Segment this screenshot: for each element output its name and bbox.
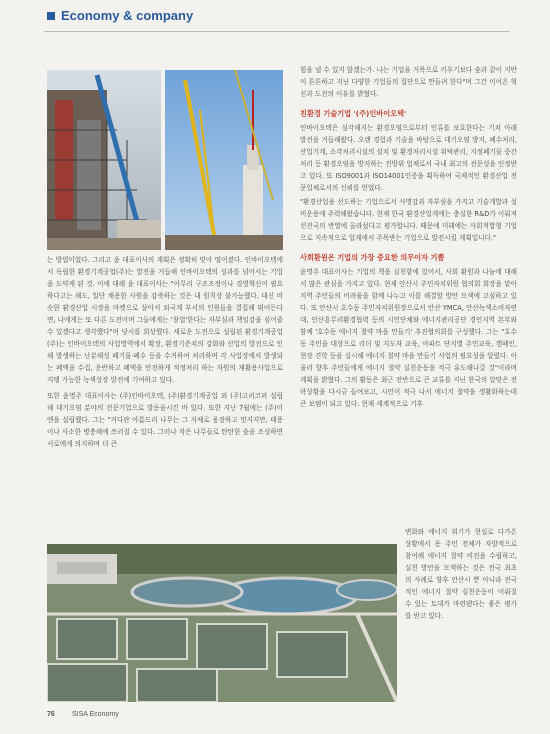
subheading: 친환경 기술기업 '(주)인바이오텍' bbox=[300, 109, 407, 118]
section-marker-icon bbox=[47, 12, 55, 20]
body-paragraph: 인바이오텍은 심각해지는 환경오염으로부터 인류를 보호한다는 기치 아래 발전을 거듭해왔다. 오랜 경험과 기술을 바탕으로 대기오염 방지, 폐수처리, 산업기계, 소각처리시설의 설치 및 환경처리시설 위탁관리, 지정폐기물 중간처리 등 환경오염을 방지하는 전방위 업체로서 국내 최고의 전문성을 인정받고 있다. 또 ISO9001과 ISO14001인증을 획득하여 국제적인 환경산업 전문업체로서의 신뢰를 얻었다. bbox=[300, 124, 517, 192]
body-paragraph: 윤명주 대표이사는 기업의 책을 실천함에 있어서, 사회 환원과 나눔에 대해서 많은 관심을 가지고 있다. 현재 안산시 주민자치위원 협의회 회장을 맡아 지역 주민들의 어려움을 함께 나누고 이를 해결할 방안 모색에 고심하고 있다. 또 안산시 호수동 주민자치위원장으로서 안산 YMCA, 안산녹색소비자연대, 안산흥무리환경협력 등의 시민단체와 에너지관리공단 경인지역 본부와 함께 '호수동 에너지 절약 마을 만들기' 추진협의회를 구성했다. 그는 "호수동 주민을 대상으로 리더 및 지도자 교육, 아파트 단지별 주민교육, 캠페인, 현장 견학 등을 실시해 에너지 절약 마을 만들기 사업의 필요성을 알렸다. 아울러 향후 주민들에게 에너지 절약 실천운동을 적극 유도해나갈 것"이라며 계획을 밝혔다. 그의 활동은 최근 전반으로 큰 교류를 지닌 한국의 알맞은 전략상황을 다시금 들여보고, 시민이 적극 나서 에너지 절약을 생활화하는데 큰 보탬이 되고 있다. 현재 세계적으로 기후 bbox=[300, 268, 517, 408]
publication-name: SISA Economy bbox=[72, 711, 119, 718]
header-divider bbox=[44, 31, 510, 32]
page-header bbox=[0, 0, 550, 34]
body-paragraph: 변화와 에너지 위기가 현실로 다가온 상황에서 동 주민 전체가 자발적으로 참여해 에너지 절약 비전을 수립하고, 실천 방안을 모색하는 것은 전국 최초의 사례로 향후 안산시 뿐 아니라 전국적인 에너지 절약 실천운동이 이뤄질 수 있는 토대가 마련됐다는 좋은 평가를 받고 있다. bbox=[405, 528, 517, 620]
body-paragraph: "환경산업을 선도하는 기업으로서 사명감과 자부심을 가지고 기술개발과 설비운용에 주력해왔습니다. 현재 한국 환경산업계에는 충실한 R&D가 이뤄져 선진국의 반열에 올라섰다고 평가합니다. 때문에 미래에는 사회적합형 기업으로 지속적으로 업계에서 주목받는 기업으로 발전시킬 계획입니다." bbox=[300, 198, 517, 242]
right-bottom-column bbox=[405, 526, 517, 622]
subheading: 사회환원은 기업의 가장 중요한 의무이자 기쁨 bbox=[300, 253, 445, 262]
body-paragraph: 힘을 낼 수 있지 않겠는가. 나는 기업을 거목으로 키우기보다 숲과 같이 지반이 튼튼하고 지닌 다양한 기업들의 집단으로 만들려 한다"며 그간 이어온 혁신과 도전의 이유를 밝혔다. bbox=[300, 66, 517, 98]
body-paragraph: 는 방법이었다. 그리고 윤 대표이사의 계획은 정확히 맞아 떨어졌다. 인바이오텍에서 독립한 환경기계공업(주)는 발전을 거듭해 인바이오텍의 성과를 넘어서는 기업을 도약케 된 것. 이에 대해 윤 대표이사는 "아무리 구조조정이나 경영혁신이 필요하다고는 해도, 일단 채용한 사원을 감축하는 것은 내 원칙상 불가능했다. 대신 비슷한 환경산업 시장을 마켓으로 삼아서 외국계 부서의 인원들을 결집해 뛰어든다면, 나에게는 또 다른 도전이며 그들에게는 '창업'한다는 자부심과 책임감을 심어줄 수 있겠다고 생각했다"며 당시를 회상했다. 새로운 도전으로 설립된 환경기계공업(주)는 인바이오텍의 사업영역에서 확장, 환경기준치의 강화와 산업의 발전으로 인해 발생하는 난분해성 폐기물·폐수 등을 수거하여 처리하며 각 사업장에서 발생되는 폐액을 수집, 운반하고 폐액을 안전하게 적정처리 하는 자원의 재활용사업으로 지탱 가능한 녹색성장 발전에 기여하고 있다. bbox=[47, 256, 283, 384]
section-title: Economy & company bbox=[61, 8, 194, 23]
page-number: 76 bbox=[47, 711, 55, 718]
crane-tower-photo bbox=[165, 70, 283, 250]
left-column bbox=[47, 254, 283, 450]
right-column bbox=[300, 64, 517, 410]
body-paragraph: 또한 윤명주 대표이사는 (주)인바이오텍, (주)환경기계공업 외 (주)고려코퍼 설립해 대기오염 분야의 전문기업으로 발돋움시킨 바 있다. 또한 지난 7월에는 (주)이엔을 설립했다. 그는 "커다란 아름드리 나무는 그 자체로 웅장하고 멋지지만, 태풍이나 사소한 병충해에 쓰러질 수 있다. 그러나 작은 나무들로 탄탄한 숲을 조성하면 서로에게 의지하며 더 큰 bbox=[47, 392, 283, 448]
industrial-plant-photo bbox=[47, 70, 161, 250]
water-treatment-plant-photo bbox=[47, 544, 397, 702]
